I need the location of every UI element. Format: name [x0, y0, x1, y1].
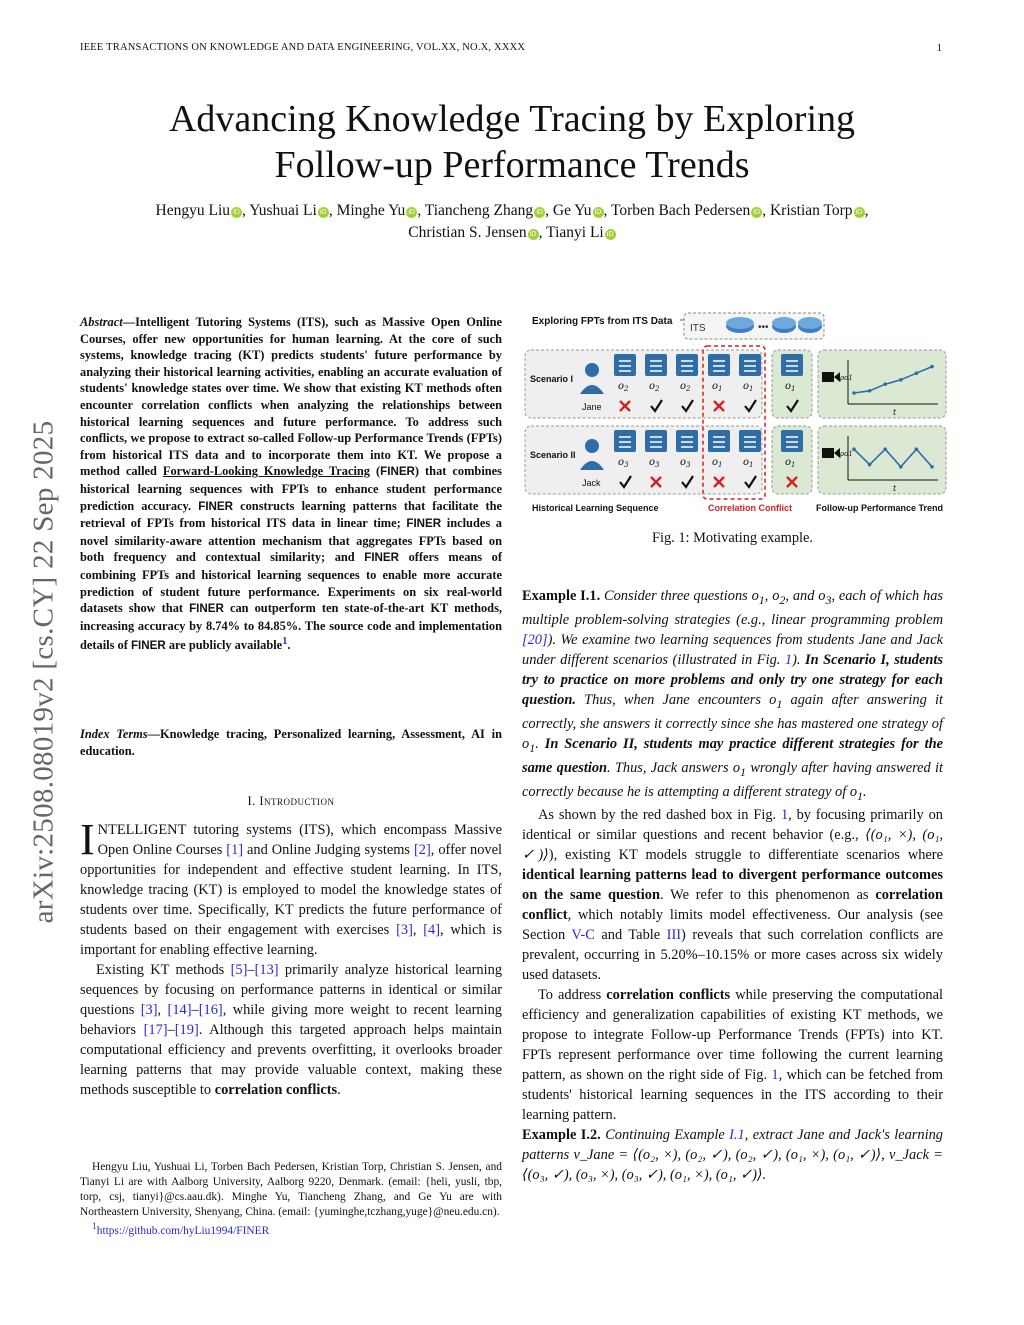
- trend-label: Follow-up Performance Trend: [816, 503, 944, 513]
- paragraph-address: To address correlation conflicts while preserving the computational efficiency and generalization capabilities of existing KT methods, we propose to integrate Follow-up Performance Trends (FPTs) into KT. FPTs represent performance over time following the current learning pattern, as shown on the right side of Fig. 1, which can be fetched from students' historical learning sequences in the ITS according to their learning pattern.: [522, 987, 944, 1124]
- trend-point: [915, 371, 919, 375]
- rho-label: ρo1: [840, 374, 853, 382]
- abstract-text: ) that combines historical learning sequences with FPTs to enhance student performance prediction accuracy.: [80, 464, 502, 513]
- its-label: ITS: [690, 323, 706, 334]
- finer-name: FINER: [380, 465, 415, 479]
- abstract-text: can outperform ten state-of-the-art KT methods, increasing accuracy by 8.74% to 84.85%. The source code and implementation details of: [80, 601, 502, 653]
- its-dots: •••: [758, 322, 769, 333]
- question-doc-icon: [739, 354, 761, 376]
- author-name[interactable]: Minghe Yu: [336, 202, 406, 219]
- question-label: $o_1$: [743, 457, 754, 469]
- example-2: Example I.2. Continuing Example I.1, extract Jane and Jack's learning patterns v_Jane = ⟨(o₂, ×), (o₂, ✓), (o₂, ✓), (o₁, ×), (o₁, ✓)⟩, v_Jack = ⟨(o₃, ✓), (o₃, ×), (o₃, ✓), (o₁, ×), (o₁, ✓)⟩.: [522, 1127, 943, 1184]
- scenario-2-label: Scenario II: [530, 450, 576, 460]
- rho-label: ρo1: [840, 450, 853, 458]
- question-label: $o_2$: [680, 381, 691, 393]
- orcid-icon[interactable]: iD: [534, 207, 545, 218]
- index-terms-label: Index Terms: [80, 727, 148, 741]
- question-label: $o_3$: [680, 457, 691, 469]
- citation-link[interactable]: [17]: [143, 1022, 168, 1038]
- figure-caption: Fig. 1: Motivating example.: [651, 530, 814, 546]
- figure-link[interactable]: 1: [780, 807, 789, 824]
- citation-link[interactable]: [4]: [423, 922, 441, 938]
- author-name[interactable]: Hengyu Liu: [155, 202, 231, 219]
- citation-link[interactable]: [1]: [226, 842, 244, 858]
- section-link[interactable]: V-C: [571, 927, 595, 944]
- intro-text: [80, 815, 503, 1100]
- router-icon: [798, 317, 822, 333]
- router-icon: [772, 317, 796, 333]
- section-number: I.: [247, 794, 256, 808]
- code-footnote: [80, 1220, 502, 1239]
- scenario-1-label: Scenario I: [530, 374, 574, 384]
- index-terms-text: —Knowledge tracing, Personalized learning, Assessment, AI in education.: [80, 727, 502, 758]
- question-label: $o_1$: [712, 457, 723, 469]
- finer-name: FINER: [130, 639, 166, 653]
- citation-link[interactable]: [19]: [174, 1022, 199, 1038]
- trend-point: [852, 447, 856, 451]
- trend-point: [852, 391, 856, 395]
- trend-1-panel: [818, 350, 946, 418]
- abstract-text: .: [287, 638, 291, 653]
- intro-paragraph-1: INTELLIGENT tutoring systems (ITS), which encompass Massive Open Online Courses [1] and Online Judging systems [2], offer novel opportunities for independent and effective student learning. In ITS, knowledge tracing (KT) is employed to model the knowledge states of students over time. Specifically, KT predicts the future performance of students based on their engagement with exercises [3], [4], which is important for enabling effective learning.: [80, 815, 503, 958]
- orcid-icon[interactable]: iD: [751, 207, 762, 218]
- abstract-text: —Intelligent Tutoring Systems (ITS), such as Massive Open Online Courses, offer new opportunities for human learning. At the core of such systems, knowledge tracing (KT) predicts students' future performance by analyzing their historical learning activities, enabling an accurate evaluation of students' knowledge states over time. We show that existing KT methods often encounter correlation conflicts when analyzing the relationships between historical learning sequences and future performance. To address such conflicts, we propose to extract so-called Follow-up Performance Trends (FPTs) from historical ITS data and to incorporate them into KT. We propose a method called: [80, 315, 502, 479]
- finer-name: FINER: [406, 517, 442, 531]
- author-line-2: Christian S. Jensen iD , Tianyi Li iD: [80, 222, 944, 244]
- github-link[interactable]: https://github.com/hyLiu1994/FINER: [96, 1224, 270, 1237]
- citation-link[interactable]: [16]: [198, 1002, 223, 1018]
- question-doc-icon: [676, 430, 698, 452]
- question-doc-icon: [708, 354, 730, 376]
- title-line-2: Follow-up Performance Trends: [274, 144, 750, 186]
- title-line-1: Advancing Knowledge Tracing by Exploring: [168, 98, 856, 140]
- example-1: Example I.1. Consider three questions $o_1$, $o_2$, and $o_3$, each of which has multiple problem-solving strategies (e.g., linear programming problem [20]). We examine two learning sequences from students Jane and Jack under different scenarios (illustrated in Fig. 1). In Scenario I, students try to practice on more problems and only try one strategy for each question. Thus, when Jane encounters $o_1$ again after answering it correctly, she answers it correctly since she has mastered one strategy of $o_1$. In Scenario II, students may practice different strategies for the same question. Thus, Jack answers $o_1$ wrongly after having answered it correctly because he is attempting a different strategy of $o_1$.: [522, 588, 943, 803]
- question-label: $o_1$: [785, 457, 796, 469]
- historical-sequence-label: Historical Learning Sequence: [532, 503, 659, 513]
- trend-point: [899, 465, 903, 469]
- orcid-icon[interactable]: iD: [854, 207, 865, 218]
- citation-link[interactable]: [5]: [230, 962, 248, 978]
- question-label: $o_1$: [785, 381, 796, 393]
- section-title: Introduction: [259, 794, 335, 808]
- student-2-name: Jack: [582, 478, 601, 488]
- figure-1: [522, 310, 952, 520]
- author-name[interactable]: Yushuai Li: [249, 202, 317, 219]
- question-label: $o_3$: [618, 457, 629, 469]
- section-heading: [80, 794, 502, 809]
- question-label: $o_1$: [743, 381, 754, 393]
- author-name[interactable]: Torben Bach Pedersen: [610, 202, 751, 219]
- example-link[interactable]: I.1: [729, 1127, 745, 1144]
- finer-name: FINER: [198, 499, 234, 513]
- trend-point: [868, 389, 872, 393]
- orcid-icon[interactable]: iD: [406, 207, 417, 218]
- author-name[interactable]: Ge Yu: [552, 202, 592, 219]
- finer-name: FINER: [364, 551, 400, 565]
- abstract-text: includes a novel similarity-aware attention mechanism that aggregates FPTs based on both frequency and contextual similarity; and: [80, 516, 502, 565]
- index-terms: [80, 726, 502, 759]
- citation-link[interactable]: [20]: [522, 631, 548, 648]
- trend-point: [883, 382, 887, 386]
- question-doc-icon: [676, 354, 698, 376]
- router-icon: [726, 317, 754, 333]
- trend-point: [868, 463, 872, 467]
- trend-point: [930, 465, 934, 469]
- page-number: 1: [936, 42, 942, 54]
- author-line-1: Hengyu Liu iD , Yushuai Li iD , Minghe Yu iD , Tiancheng Zhang iD , Ge Yu iD , Torben Bach Pedersen iD , Kristian Torp iD ,: [155, 202, 869, 219]
- citation-link[interactable]: [3]: [396, 922, 413, 938]
- correlation-conflict-label: Correlation Conflict: [708, 503, 793, 513]
- abstract-text: constructs learning patterns that facilitate the retrieval of FPTs from historical ITS data in linear time;: [80, 498, 502, 531]
- footnote: [80, 1160, 502, 1239]
- author-name[interactable]: Tiancheng Zhang: [424, 202, 534, 219]
- running-head: IEEE TRANSACTIONS ON KNOWLEDGE AND DATA ENGINEERING, VOL.XX, NO.X, XXXX: [80, 42, 526, 53]
- trend-point: [930, 365, 934, 369]
- citation-link[interactable]: [14]: [167, 1002, 192, 1018]
- question-label: $o_2$: [649, 381, 660, 393]
- author-name[interactable]: Tianyi Li: [546, 224, 604, 241]
- trend-point: [915, 447, 919, 451]
- author-list: [80, 200, 944, 244]
- paper-title: [0, 96, 1024, 188]
- finer-name: FINER: [189, 602, 224, 616]
- question-doc-icon: [781, 354, 803, 376]
- question-doc-icon: [781, 430, 803, 452]
- abstract: Abstract—Intelligent Tutoring Systems (ITS), such as Massive Open Online Courses, offer new opportunities for human learning. At the core of such systems, knowledge tracing (KT) predicts students' future performance by analyzing their historical learning activities, enabling an accurate evaluation of students' knowledge states over time. We show that existing KT methods often encounter correlation conflicts when analyzing the relationships between historical learning sequences and future performance. To address such conflicts, we propose to extract so-called Follow-up Performance Trends (FPTs) from historical ITS data and to incorporate them into KT. We propose a method called Forward-Looking Knowledge Tracing (FINER) that combines historical learning sequences with FPTs to enhance student performance prediction accuracy. FINER constructs learning patterns that facilitate the retrieval of FPTs from historical ITS data in linear time; FINER includes a novel similarity-aware attention mechanism that aggregates FPTs based on both frequency and contextual similarity; and FINER offers means of combining FPTs and historical learning sequences to enable more accurate prediction of student future performance. Experiments on six real-world datasets show that FINER can outperform ten state-of-the-art KT methods, increasing accuracy by 8.74% to 84.85%. The source code and implementation details of FINER are publicly available$^1$.: [80, 315, 502, 653]
- question-doc-icon: [708, 430, 730, 452]
- question-doc-icon: [614, 430, 636, 452]
- abstract-text: offers means of combining FPTs and historical learning sequences to enable more accurate prediction of student future performance. Experiments on six real-world datasets show that: [80, 550, 502, 616]
- orcid-icon[interactable]: iD: [528, 229, 539, 240]
- drop-cap: I: [80, 815, 95, 864]
- question-doc-icon: [739, 430, 761, 452]
- question-doc-icon: [645, 430, 667, 452]
- orcid-icon[interactable]: iD: [318, 207, 329, 218]
- citation-link[interactable]: [3]: [140, 1002, 158, 1018]
- orcid-icon[interactable]: iD: [231, 207, 242, 218]
- intro-paragraph-2: Existing KT methods [5]–[13] primarily analyze historical learning sequences by focusing on performance patterns in identical or similar questions [3], [14]–[16], while giving more weight to recent learning behaviors [17]–[19]. Although this targeted approach helps maintain computational efficiency and prevents overfitting, it overlooks broader learning patterns that may provide valuable context, making these methods susceptible to correlation conflicts.: [80, 962, 503, 1098]
- trend-point: [883, 447, 887, 451]
- orcid-icon[interactable]: iD: [593, 207, 604, 218]
- citation-link[interactable]: [2]: [414, 842, 431, 858]
- abstract-text: are publicly available: [165, 638, 283, 653]
- figure-link[interactable]: 1: [771, 1067, 779, 1084]
- citation-link[interactable]: [13]: [254, 962, 279, 978]
- question-label: $o_3$: [649, 457, 660, 469]
- footnote-link[interactable]: 1: [282, 636, 288, 648]
- figure-top-label: Exploring FPTs from ITS Data: [532, 316, 673, 327]
- footnote-mark: 1: [92, 1222, 97, 1232]
- question-doc-icon: [614, 354, 636, 376]
- affiliation-note: Hengyu Liu, Yushuai Li, Torben Bach Pedersen, Kristian Torp, Christian S. Jensen, and Tianyi Li are with Aalborg University, Aalborg 9220, Denmark. (email: {heli, yusli, tbp, torp, csj, tianyi}@cs.aau.dk). Minghe Yu, Tiancheng Zhang, and Ge Yu are with Northeastern University, Shenyang, China. (email: {yuminghe,tczhang,yuge}@neu.edu.cn).: [80, 1161, 502, 1218]
- student-1-name: Jane: [582, 402, 602, 412]
- axis-t-label: t: [893, 484, 897, 493]
- paragraph-shown: As shown by the red dashed box in Fig. 1, by focusing primarily on identical or similar questions and recent behavior (e.g., ⟨(o₁, ×), (o₁, ✓)⟩), existing KT models struggle to differentiate scenarios where identical learning patterns lead to divergent performance outcomes on the same question. We refer to this phenomenon as correlation conflict, which notably limits model effectiveness. Our analysis (see Section V-C and Table III) reveals that such correlation conflicts are prevalent, occurring in 5.20%–10.15% or more cases across six widely used datasets.: [522, 807, 943, 984]
- abstract-label: Abstract: [80, 315, 123, 329]
- axis-t-label: t: [893, 408, 897, 417]
- right-column-text: [522, 586, 943, 1185]
- trend-point: [899, 378, 903, 382]
- method-name: Forward-Looking Knowledge Tracing: [162, 464, 370, 479]
- arxiv-identifier: [14, 372, 74, 972]
- table-link[interactable]: III: [666, 927, 682, 944]
- orcid-icon[interactable]: iD: [605, 229, 616, 240]
- question-doc-icon: [645, 354, 667, 376]
- author-name[interactable]: Kristian Torp: [769, 202, 853, 219]
- question-label: $o_2$: [618, 381, 629, 393]
- question-label: $o_1$: [712, 381, 723, 393]
- author-name[interactable]: Christian S. Jensen: [408, 224, 527, 241]
- arxiv-id-text: arXiv:2508.08019v2 [cs.CY] 22 Sep 2025: [27, 420, 60, 924]
- figure-link[interactable]: 1: [784, 651, 793, 668]
